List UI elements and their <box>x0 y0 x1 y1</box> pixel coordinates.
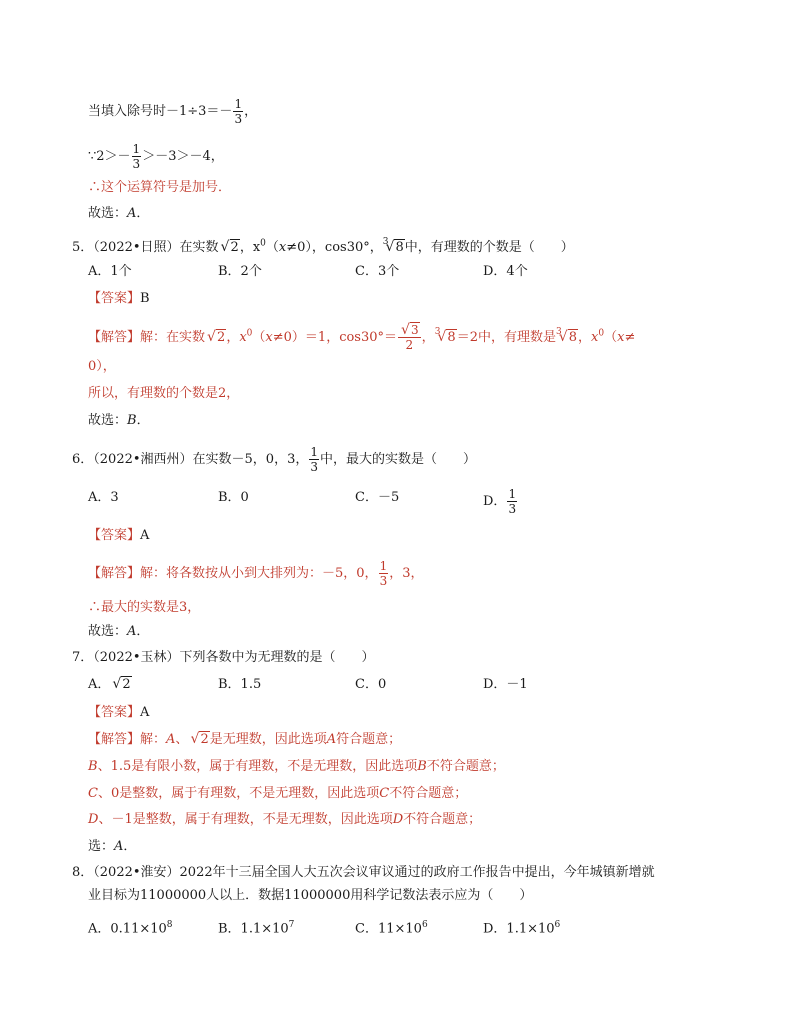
q6-explanation-line-2: ∴最大的实数是3， <box>88 600 201 615</box>
q6-option-b[interactable]: B．0 <box>218 490 249 505</box>
q6-stem: 6．（2022•湘西州）在实数－5，0，3， $\frac{1}{3}$ 中，最大的实数是（ ） <box>72 445 476 474</box>
q7-answer: 【答案】A <box>88 705 150 720</box>
fraction-one-third: $\frac{1}{3}$ <box>234 97 243 126</box>
q6-option-c[interactable]: C．－5 <box>355 490 400 505</box>
cube-root-symbol: √ 8 <box>385 238 404 258</box>
q8-option-c[interactable]: C．$11\times 10^6$ <box>355 920 428 937</box>
q7-explanation-line-1: 【解答】解：A、√ 2是无理数，因此选项A符合题意； <box>88 730 401 750</box>
q7-option-c[interactable]: C．0 <box>355 677 387 692</box>
q5-option-b[interactable]: B．2个 <box>218 264 262 279</box>
q6-explanation-line-3: 故选：A． <box>88 624 150 639</box>
q8-option-a[interactable]: A．$0.11\times 10^8$ <box>88 920 173 937</box>
prev-line-2: ∵2＞－ $\frac{1}{3}$ ＞－3＞－4， <box>88 142 224 171</box>
q7-option-d[interactable]: D．－1 <box>483 677 528 692</box>
q5-answer: 【答案】B <box>88 291 150 306</box>
q7-explanation-line-2: B、1.5是有限小数，属于有理数，不是无理数，因此选项B不符合题意； <box>88 759 505 774</box>
q7-explanation-line-5: 选：A． <box>88 839 137 854</box>
prev-line-1: 当填入除号时－1÷3＝－ $\frac{1}{3}$ ， <box>88 97 258 126</box>
text: 当填入除号时－1÷3＝－ <box>88 104 233 119</box>
q8-stem-line-1: 8．（2022•淮安）2022年十三届全国人大五次会议审议通过的政府工作报告中提出，今年城镇新增就 <box>72 865 655 880</box>
q6-option-d[interactable]: D． $\frac{1}{3}$ <box>483 487 517 516</box>
q7-stem: 7．（2022•玉林）下列各数中为无理数的是（ ） <box>72 650 375 665</box>
q5-explanation-line-2: 0）， <box>88 359 116 374</box>
q5-stem: 5．（2022•日照）在实数√ 2，$x^0(x\ne 0)$，cos30°，$^3$√ 8中，有理数的个数是（ ） <box>72 232 574 258</box>
q7-explanation-line-4: D、－1是整数，属于有理数，不是无理数，因此选项D不符合题意； <box>88 812 482 827</box>
prev-line-3: ∴这个运算符号是加号． <box>88 180 232 195</box>
q5-explanation-line-1: 【解答】解：在实数√ 2，$x^0(x\ne 0)=1$，cos30°＝ √ $\frac{3}{2}$ ，$^3$√ 8＝2中，有理数是$^3$√ 8，$x^0(x\ne$ <box>88 322 635 351</box>
prev-line-4: 故选：A． <box>88 206 150 221</box>
q5-option-a[interactable]: A．1个 <box>88 264 132 279</box>
q6-explanation-line-1: 【解答】解：将各数按从小到大排列为：－5，0， $\frac{1}{3}$ ，3， <box>88 559 424 588</box>
q6-answer: 【答案】A <box>88 528 150 543</box>
q6-option-a[interactable]: A．3 <box>88 490 119 505</box>
q5-option-d[interactable]: D．4个 <box>483 264 528 279</box>
q8-option-b[interactable]: B．$1.1\times 10^7$ <box>218 920 295 937</box>
sqrt-symbol: √ 2 <box>221 238 240 258</box>
q5-explanation-line-3: 所以，有理数的个数是2， <box>88 386 240 401</box>
q7-option-a[interactable]: A．√ 2 <box>88 675 132 695</box>
fraction-one-third: $\frac{1}{3}$ <box>132 142 141 171</box>
fraction-one-third: $\frac{1}{3}$ <box>310 445 318 474</box>
q8-stem-line-2: 业目标为11000000人以上．数据11000000用科学记数法表示应为（ ） <box>88 888 533 903</box>
q7-option-b[interactable]: B．1.5 <box>218 677 262 692</box>
q7-explanation-line-3: C、0是整数，属于有理数，不是无理数，因此选项C不符合题意； <box>88 786 468 801</box>
q8-option-d[interactable]: D．$1.1\times 10^6$ <box>483 920 561 937</box>
q5-explanation-line-4: 故选：B． <box>88 413 150 428</box>
q5-option-c[interactable]: C．3个 <box>355 264 400 279</box>
